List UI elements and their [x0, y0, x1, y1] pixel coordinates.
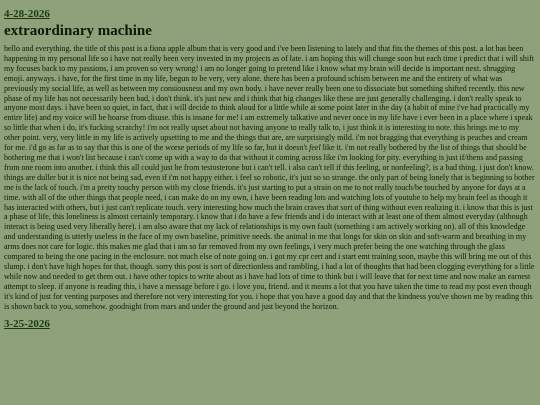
post-body-emphasis: feel: [309, 143, 321, 153]
post-date-link[interactable]: 4-28-2026: [4, 8, 50, 20]
next-blog-post: [4, 314, 536, 332]
post-body-text-part-2: like it. i'm not really bothered by the list of things that should be bothering me that i won't list because i can't come up with a way to do that without it coming across like i'm looking for pity. everything is just if/thens and passing from one room into another. i think this all could just be from testosterone but i can't tell. i also can't tell if this feeling, or nonfeeling?, is a bad thing. i just don't know. things are duller but it is nice not being sad, even if i'm not happy either. i feel so robotic, it's just so so strange. the only part of being lonely that is beginning to bother me is the lack of touch. i'm a pretty touchy person with my close friends. it's just starting to put a strain on me to not really touch/be touched by anyone for days at a time. with all of the other things that people need, i can make do on my own, i have been reading lots and watching lots of youtube to help my brain feel as though it has interacted with others, but i just can't replicate touch. very interesting how much the brain craves that sort of thing without even realizing it. i know that this is just a phase of life, this loneliness is almost certainly temporary. i know that i do have a few friends and i do interact with at least one of them almost everyday (although interact is being used very liberally here). i am also aware that my lack of relationships is my own fault (something i am actively working on). all of this knowledge and understanding is utterly useless in the face of my own baseline, primitive needs. the animal in me that longs for skin on skin and soft-warm and breathing in my arms does not care for logic. this makes me glad that i am so far removed from my own feelings, i very much prefer being the one watching through the glass compared to being the one pacing in the enclosure. not much else of note going on. i got my cpr cert and i start emt training soon, maybe this will bring me out of this slump. i don't have high hopes for that, though. sorry this post is sort of directionless and rambling, i had a lot of thoughts that had been clogging everything for a little while now and needed to get them out. i have other topics to write about as i have had lots of time to think but i will leave that for next time and now make an earnest attempt to sleep. if anyone is reading this, i have a message before i go. i love you, friend. and it means a lot that you have taken the time to read my post even though it's kind of just for venting purposes and therefore not very interesting for you. i hope that you have a good day and that the kindness you've shown me by reading this is shown back to you, somehow. goodnight from mars and under the ground and just beyond the horizon.: [4, 143, 535, 311]
post-body: [4, 44, 536, 311]
post-body-text-part-1: hello and everything. the title of this post is a fiona apple album that is very good and i've been listening to lately and that fits the themes of this post. a lot has been happening in my personal life so i have not really been very invested in my projects as of late. i am hoping this will change soon but each time i predict that i will shift my focuses back to my passions, i am proven so very wrong! i am no longer going to pretend like i know what my brain will decide is important next. shrugging emoji. anyways. i have, for the first time in my life, begun to be very, very alone. there has been a profound schism between me and the entirety of what was previously my social life, as well as between my consiousness and my own body. i have never really been one to dissociate but something shifted recently. this new phase of my life has not necessarily been bad, i don't think. it's just new and i think that big changes like these are just generally challenging. i don't really speak to anyone most days. i have been so quiet, in fact, that i will decide to think aloud for a little while at some point later in the day (a habit of mine i've had practically my entire life) and my voice will be hoarse from disuse. this is insane for me! i am extremely talkative and never once in my life have i ever been in a place where i speak so little that when i do, it's fucking scratchy! i'm not really upset about not having anyone to really talk to, i just think it is interesting to note. this brings me to my other point. very, very little in my life is actively upsetting to me and the things that are, are surprisingly mild. i'm not bragging that everything is peaches and cream for me. i'd go as far as to say that this is one of the worse periods of my life so far, but it doesn't: [4, 44, 535, 153]
next-post-date-link[interactable]: 3-25-2026: [4, 318, 50, 331]
post-title: extraordinary machine: [4, 23, 152, 39]
blog-post: [4, 4, 536, 311]
